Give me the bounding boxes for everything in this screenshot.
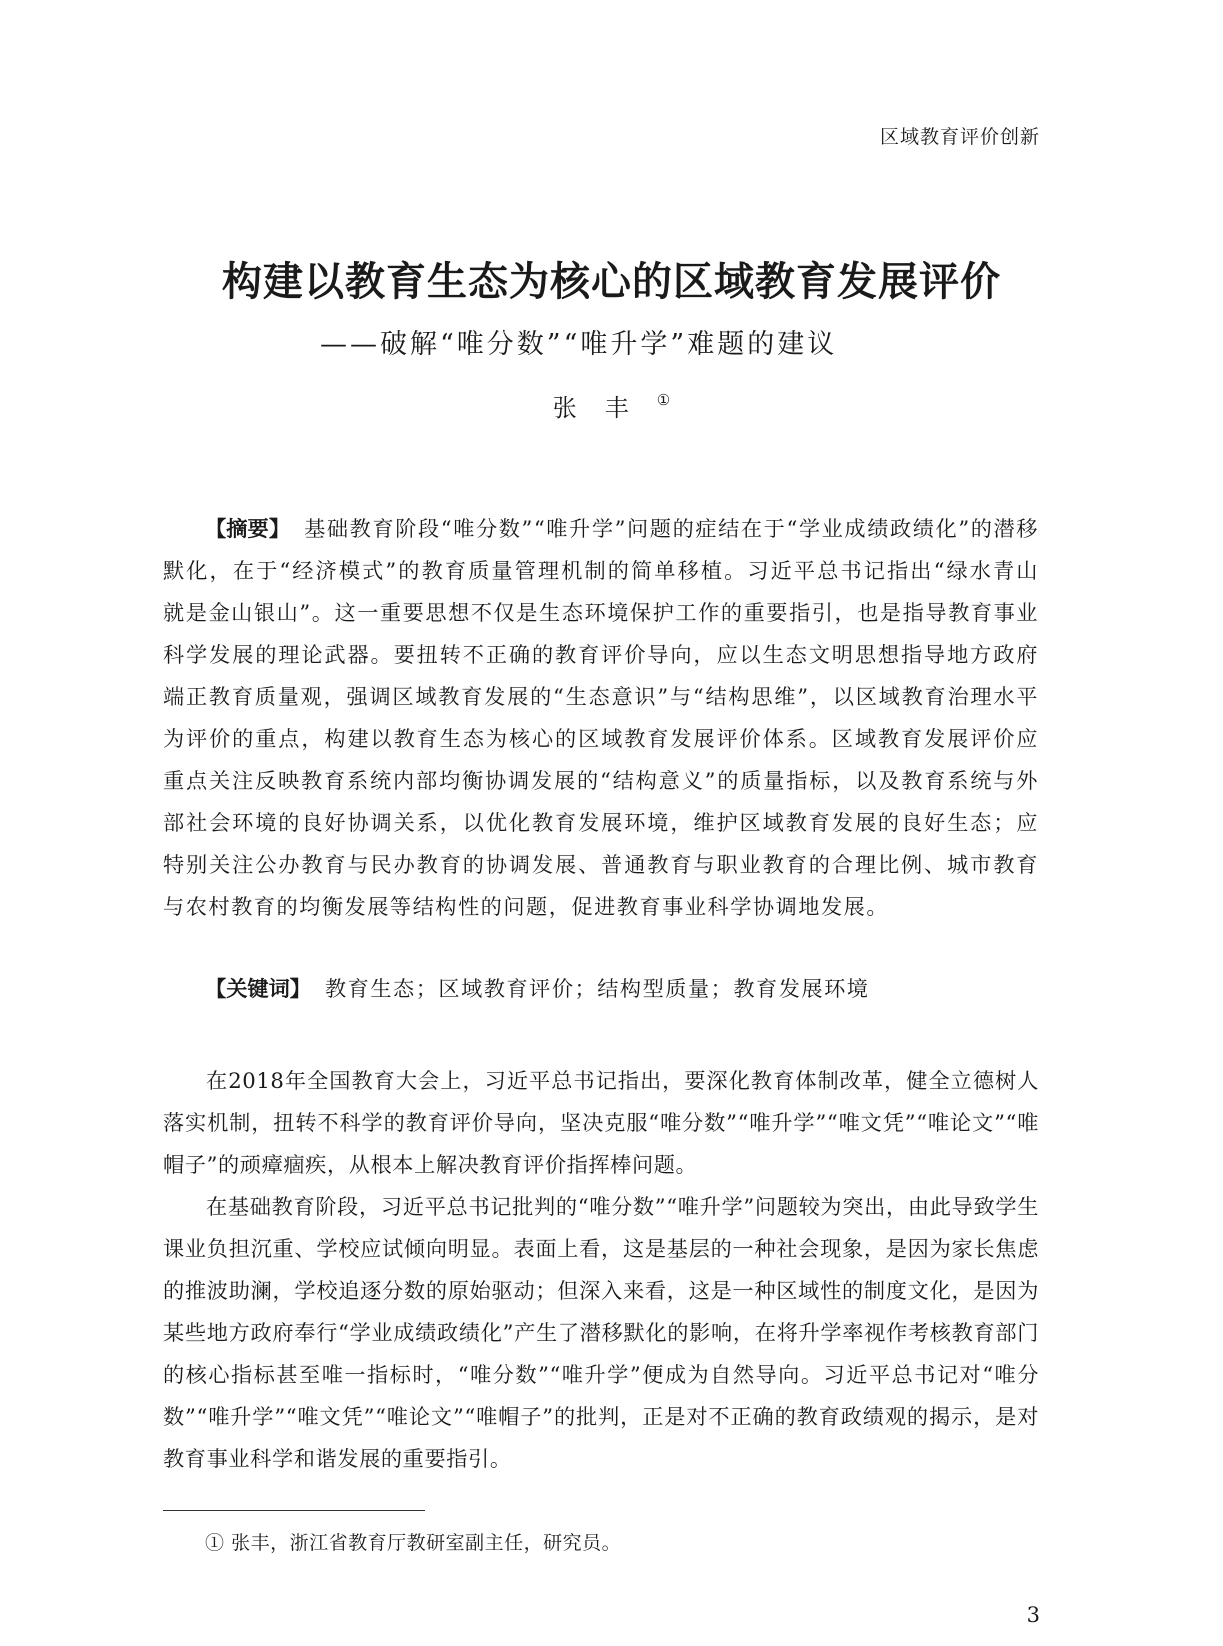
body-paragraph: 在2018年全国教育大会上，习近平总书记指出，要深化教育体制改革，健全立德树人落实机制，扭转不科学的教育评价导向，坚决克服“唯分数”“唯升学”“唯文凭”“唯论文”“唯帽子”的顽瘴痼疾，从根本上解决教育评价指挥棒问题。 [163,1068,1039,1177]
keywords-label: 【关键词】 [205,976,311,1001]
body-text [163,1060,1039,1480]
page-number: 3 [1026,1603,1040,1627]
body-paragraph: 在基础教育阶段，习近平总书记批判的“唯分数”“唯升学”问题较为突出，由此导致学生课业负担沉重、学校应试倾向明显。表面上看，这是基层的一种社会现象，是因为家长焦虑的推波助澜，学校追逐分数的原始驱动；但深入来看，这是一种区域性的制度文化，是因为某些地方政府奉行“学业成绩政绩化”产生了潜移默化的影响，在将升学率视作考核教育部门的核心指标甚至唯一指标时，“唯分数”“唯升学”便成为自然导向。习近平总书记对“唯分数”“唯升学”“唯文凭”“唯论文”“唯帽子”的批判，正是对不正确的教育政绩观的揭示，是对教育事业科学和谐发展的重要指引。 [163,1194,1039,1471]
keywords-text: 教育生态；区域教育评价；结构型质量；教育发展环境 [324,976,870,1001]
abstract-label: 【摘要】 [205,516,291,541]
abstract [163,508,1039,928]
keywords [205,973,869,1003]
running-header: 区域教育评价创新 [879,126,1040,148]
abstract-text: 基础教育阶段“唯分数”“唯升学”问题的症结在于“学业成绩政绩化”的潜移默化，在于“经济模式”的教育质量管理机制的简单移植。习近平总书记指出“绿水青山就是金山银山”。这一重要思想不仅是生态环境保护工作的重要指引，也是指导教育事业科学发展的理论武器。要扭转不正确的教育评价导向，应以生态文明思想指导地方政府端正教育质量观，强调区域教育发展的“生态意识”与“结构思维”，以区域教育治理水平为评价的重点，构建以教育生态为核心的区域教育发展评价体系。区域教育发展评价应重点关注反映教育系统内部均衡协调发展的“结构意义”的质量指标，以及教育系统与外部社会环境的良好协调关系，以优化教育发展环境，维护区域教育发展的良好生态；应特别关注公办教育与民办教育的协调发展、普通教育与职业教育的合理比例、城市教育与农村教育的均衡发展等结构性的问题，促进教育事业科学协调地发展。 [163,516,1039,919]
author-footnote-mark: ① [656,391,671,409]
footnote [205,1528,621,1555]
author-name: 张丰 [552,394,657,422]
footnote-mark: ① [205,1532,225,1554]
article-title: 构建以教育生态为核心的区域教育发展评价 [222,259,1001,305]
article-subtitle: ——破解“唯分数”“唯升学”难题的建议 [320,329,838,360]
footnote-text: 张丰，浙江省教育厅教研室副主任，研究员。 [231,1532,622,1554]
footnote-divider [163,1510,425,1511]
author-line [0,388,1223,423]
